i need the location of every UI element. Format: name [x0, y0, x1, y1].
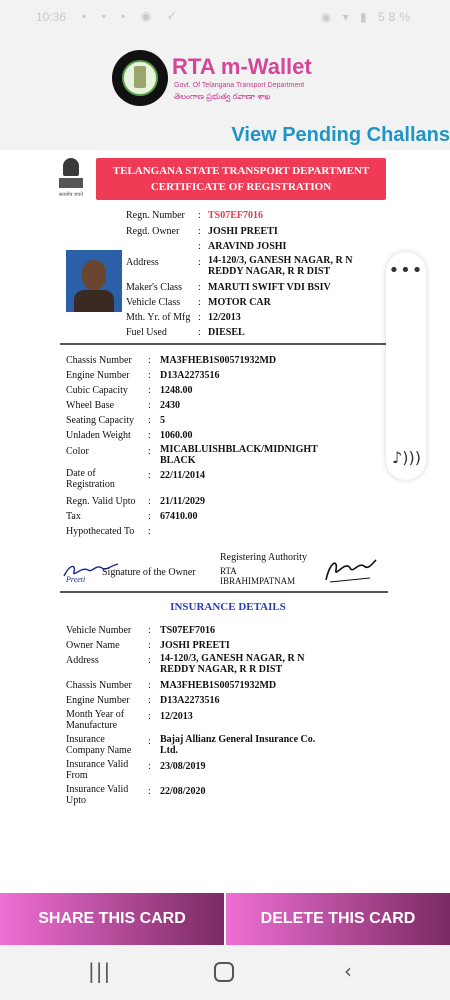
ins-company-label: Insurance Company Name — [66, 734, 132, 756]
mfg-value: 12/2013 — [208, 312, 241, 323]
unladen-label: Unladen Weight — [66, 430, 131, 441]
ins-vehicle-number-value: TS07EF7016 — [160, 625, 216, 636]
app-header — [0, 34, 450, 150]
emblem-motto: सत्यमेव जयते — [58, 193, 84, 198]
ashoka-emblem-icon — [56, 156, 86, 200]
vehicle-class-label: Vehicle Class — [126, 297, 181, 308]
seating-value: 5 — [160, 415, 165, 426]
divider — [60, 591, 388, 593]
delete-card-button[interactable]: DELETE THIS CARD — [226, 893, 450, 945]
sound-assistant-icon[interactable]: ♪))) — [392, 448, 421, 467]
owner-signature-script: Preeti — [66, 575, 86, 584]
wheel-label: Wheel Base — [66, 400, 115, 411]
rc-banner — [96, 158, 386, 200]
regd-owner-label: Regd. Owner — [126, 226, 180, 237]
cubic-label: Cubic Capacity — [66, 385, 128, 396]
regd-owner-value: JOSHI PREETI — [208, 226, 278, 237]
ins-address-label: Address — [66, 655, 99, 666]
wheel-value: 2430 — [160, 400, 180, 411]
ins-month-year-value: 12/2013 — [160, 711, 193, 722]
ins-valid-upto-value: 22/08/2020 — [160, 786, 206, 797]
ins-owner-name-value: JOSHI PREETI — [160, 640, 230, 651]
reg-date-label: Date of Registration — [66, 468, 115, 490]
owner-photo — [66, 250, 122, 312]
ins-valid-upto-label: Insurance Valid Upto — [66, 784, 129, 806]
divider — [60, 343, 388, 345]
ins-chassis-label: Chassis Number — [66, 680, 132, 691]
regn-number-label: Regn. Number — [126, 210, 185, 221]
back-icon[interactable]: ‹ — [344, 959, 352, 983]
makers-class-label: Maker's Class — [126, 282, 182, 293]
tax-value: 67410.00 — [160, 511, 198, 522]
vehicle-class-value: MOTOR CAR — [208, 297, 271, 308]
banner-line-2: CERTIFICATE OF REGISTRATION — [150, 181, 332, 193]
tax-label: Tax — [66, 511, 81, 522]
app-subtitle-english: Govt. Of Telangana Transport Department — [174, 82, 305, 89]
navigation-bar — [0, 945, 450, 1000]
ins-owner-name-label: Owner Name — [66, 640, 120, 651]
rta-name: RTA IBRAHIMPATNAM — [220, 566, 296, 586]
engine-label: Engine Number — [66, 370, 130, 381]
status-time: 10:36 — [36, 10, 67, 24]
ins-chassis-value: MA3FHEB1S00571932MD — [160, 680, 277, 691]
more-options-icon[interactable]: ••• — [388, 260, 424, 281]
app-title: RTA m-Wallet — [172, 54, 312, 79]
registering-authority-label: Registering Authority — [220, 552, 307, 563]
engine-value: D13A2273516 — [160, 370, 220, 381]
app-subtitle-telugu: తెలంగాణ ప్రభుత్వ రవాణా శాఖ — [174, 92, 271, 101]
chassis-value: MA3FHEB1S00571932MD — [160, 355, 277, 366]
hypothecated-label: Hypothecated To — [66, 526, 135, 537]
seating-label: Seating Capacity — [66, 415, 135, 426]
ins-valid-from-value: 23/08/2019 — [160, 761, 206, 772]
valid-upto-label: Regn. Valid Upto — [66, 496, 136, 507]
insurance-title: INSURANCE DETAILS — [170, 601, 286, 613]
ins-month-year-label: Month Year of Manufacture — [66, 709, 125, 731]
address-label: Address — [126, 257, 159, 268]
fuel-label: Fuel Used — [126, 327, 167, 338]
ins-engine-label: Engine Number — [66, 695, 130, 706]
relation-value: ARAVIND JOSHI — [208, 241, 287, 252]
status-bar — [0, 0, 450, 34]
color-label: Color — [66, 446, 89, 457]
share-card-button[interactable]: SHARE THIS CARD — [0, 893, 224, 945]
reg-date-value: 22/11/2014 — [160, 470, 206, 481]
banner-line-1: TELANGANA STATE TRANSPORT DEPARTMENT — [112, 165, 370, 177]
recents-icon[interactable]: ||| — [88, 959, 112, 983]
notification-icons: ▪ ▪ ▪ ◉ ✓ — [82, 9, 183, 23]
ins-vehicle-number-label: Vehicle Number — [66, 625, 132, 636]
home-icon[interactable] — [214, 962, 234, 982]
mfg-label: Mth. Yr. of Mfg — [126, 312, 191, 323]
address-value: 14-120/3, GANESH NAGAR, R N REDDY NAGAR, R R DIST — [208, 255, 353, 277]
unladen-value: 1060.00 — [160, 430, 193, 441]
system-status-icons: ◉ ▾ ▮ 58% — [320, 10, 414, 24]
ins-address-value: 14-120/3, GANESH NAGAR, R N REDDY NAGAR, R R DIST — [160, 653, 305, 675]
color-value: MICABLUISHBLACK/MIDNIGHT BLACK — [160, 444, 318, 466]
ins-company-value: Bajaj Allianz General Insurance Co. Ltd. — [160, 734, 316, 756]
cubic-value: 1248.00 — [160, 385, 193, 396]
chassis-label: Chassis Number — [66, 355, 132, 366]
ins-engine-value: D13A2273516 — [160, 695, 220, 706]
floating-side-panel[interactable] — [386, 252, 426, 480]
owner-signature-label: Signature of the Owner — [102, 567, 196, 578]
registration-card: सत्यमेव जयते TELANGANA STATE TRANSPORT DEPARTMENT CERTIFICATE OF REGISTRATION Regn. Number : TS07EF7016 Regd. Owner : JOSHI PREETI : ARAVIND JOSHI Address : 14-120/3, GANESH NAGAR, R N REDDY NAGAR, R R DIST Maker's Class : MARUTI SWIFT VDI BSIV Vehicle Class : MOTOR CAR Mth. Yr. of Mfg : 12/2013 Fuel Used : DIESEL Chassis Number : MA3FHEB1S00571932MD Engine Number : D13A2273516 Cubic Capacity : 1248.00 Wheel Base : 2430 Seating Capacity : 5 Unladen Weight : 1060.00 Color : MICABLUISHBLACK/MIDNIGHT BLACK Date of Registration : 22/11/2014 Regn. Valid Upto : 21/11/2029 Tax : 67410.00 Hypothecated To : Preeti Signature of the Owner Registering Authority RTA IBRAHIMPATNAM INSURANCE DETAILS Vehicle Number : TS07EF7016 Owner Name : JOSHI PREETI Address : 14-120/3, GANESH NAGAR, R N REDDY NAGAR, R R DIST Chassis Number : MA3FHEB1S00571932MD Engine Number : D13A2273516 Month Year of Manufacture : 12/2013 Insurance Company Name : Bajaj Allianz General Insurance Co. Ltd. Insurance Valid From : 23/08/2019 Insurance Valid Upto : 22/08/2020 — [48, 152, 408, 834]
fuel-value: DIESEL — [208, 327, 245, 338]
valid-upto-value: 21/11/2029 — [160, 496, 206, 507]
ins-valid-from-label: Insurance Valid From — [66, 759, 129, 781]
makers-class-value: MARUTI SWIFT VDI BSIV — [208, 282, 331, 293]
telangana-emblem-icon — [112, 50, 168, 106]
app-logo — [112, 50, 344, 106]
rta-signature-icon — [320, 552, 378, 586]
view-pending-challans-link[interactable]: View Pending Challans — [231, 124, 450, 146]
regn-number-value: TS07EF7016 — [208, 210, 264, 221]
